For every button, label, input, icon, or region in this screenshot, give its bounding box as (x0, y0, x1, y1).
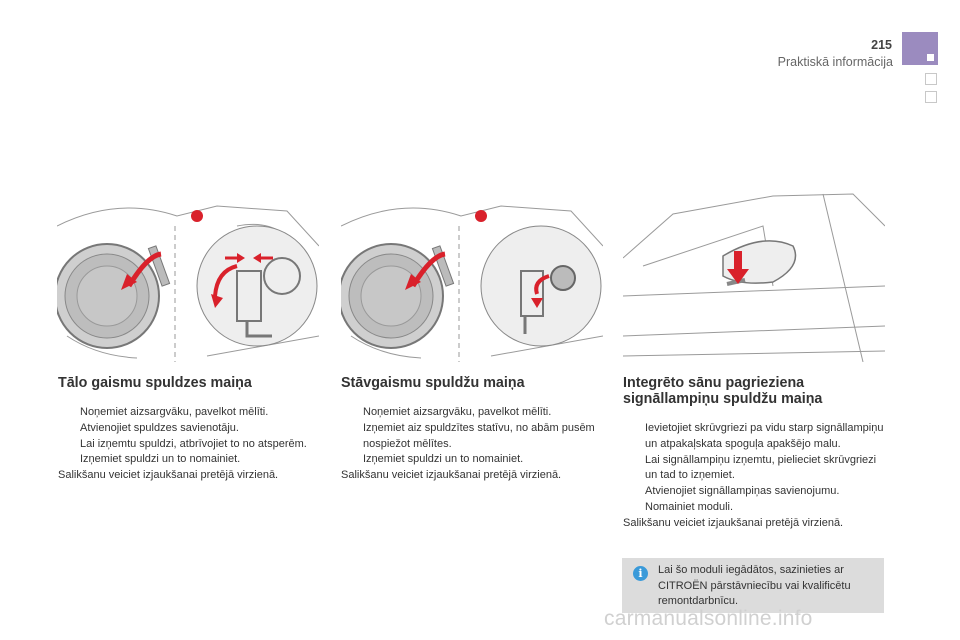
info-icon: i (633, 566, 648, 581)
closing-text: Salikšanu veiciet izjaukšanai pretējā virzienā. (58, 469, 279, 482)
step-text: Atvienojiet spuldzes savienotāju. (80, 421, 239, 434)
step-item (341, 452, 603, 468)
step-item (341, 421, 603, 453)
step-item (58, 421, 318, 437)
step-list (58, 405, 318, 468)
page-number: 215 (871, 38, 892, 52)
step-list (341, 405, 603, 468)
section-side-lights (341, 375, 603, 484)
step-item (623, 484, 885, 500)
nav-square-2 (925, 91, 937, 103)
info-note (622, 558, 884, 613)
high-beam-illustration (57, 186, 319, 362)
step-text: Izņemiet spuldzi un to nomainiet. (80, 453, 241, 466)
step-item (623, 453, 885, 485)
step-text: Nomainiet moduli. (645, 500, 734, 513)
step-text: Lai signāllampiņu izņemtu, pielieciet skrūvgriezi un tad to izņemiet. (645, 453, 877, 482)
step-item (58, 437, 318, 453)
section-mirror-indicator (623, 375, 885, 532)
section-high-beam (58, 375, 318, 484)
chapter-tab-marker (927, 54, 934, 61)
step-item (58, 452, 318, 468)
section-title: Praktiskā informācija (777, 55, 893, 69)
step-item (341, 405, 603, 421)
step-item (58, 405, 318, 421)
step-item (623, 421, 885, 453)
info-note-text: Lai šo moduli iegādātos, sazinieties ar CITROËN pārstāvniecību vai kvalificētu remontdarbnīcu. (658, 564, 851, 608)
step-list (623, 421, 885, 516)
step-item (623, 500, 885, 516)
chapter-tab (902, 32, 938, 65)
section-heading: Integrēto sānu pagrieziena signāllampiņu spuldžu maiņa (623, 375, 823, 407)
closing-text: Salikšanu veiciet izjaukšanai pretējā virzienā. (341, 469, 562, 482)
watermark: carmanualsonline.info (604, 607, 813, 630)
step-text: Noņemiet aizsargvāku, pavelkot mēlīti. (363, 406, 552, 418)
side-light-illustration (341, 186, 603, 362)
step-text: Izņemiet spuldzi un to nomainiet. (363, 453, 524, 466)
nav-square-1 (925, 73, 937, 85)
step-text: Lai izņemtu spuldzi, atbrīvojiet to no atsperēm. (80, 437, 307, 450)
step-text: Atvienojiet signāllampiņas savienojumu. (645, 485, 840, 498)
closing-text: Salikšanu veiciet izjaukšanai pretējā virzienā. (623, 516, 844, 529)
step-text: Noņemiet aizsargvāku, pavelkot mēlīti. (80, 406, 269, 418)
section-heading: Tālo gaismu spuldzes maiņa (58, 375, 252, 391)
section-heading: Stāvgaismu spuldžu maiņa (341, 375, 525, 391)
step-text: Ievietojiet skrūvgriezi pa vidu starp signāllampiņu un atpakaļskata spoguļa apakšējo malu. (645, 422, 884, 450)
mirror-indicator-illustration (623, 186, 885, 362)
step-text: Izņemiet aiz spuldzītes statīvu, no abām pusēm nospiežot mēlītes. (363, 421, 595, 450)
